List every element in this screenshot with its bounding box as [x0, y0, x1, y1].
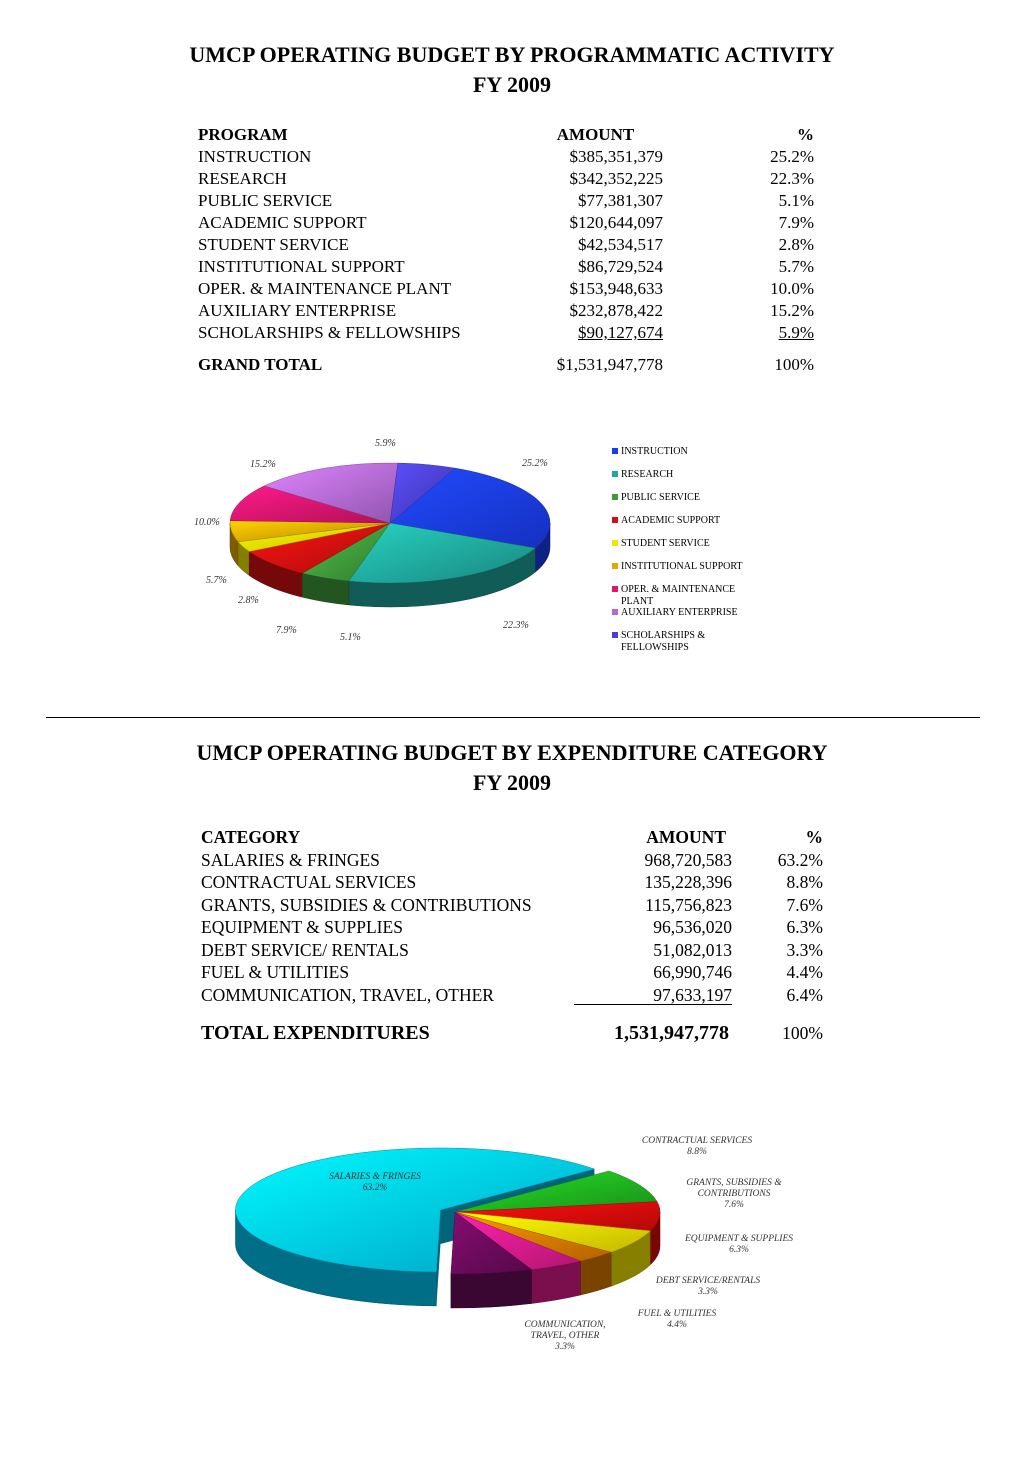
program-name: INSTRUCTION: [198, 147, 312, 166]
category-name: SALARIES & FRINGES: [201, 849, 380, 870]
pie-slice-label: [669, 1234, 809, 1256]
slice-label-name: FUEL & UTILITIES: [637, 1309, 717, 1319]
pie-slice-label: [495, 1320, 635, 1353]
category-name: DEBT SERVICE/ RENTALS: [201, 939, 409, 960]
slice-label-name: EQUIPMENT & SUPPLIES: [684, 1234, 793, 1244]
header-program: PROGRAM: [198, 125, 288, 144]
program-pct: 5.7%: [778, 257, 814, 276]
category-pct: 4.4%: [786, 962, 823, 982]
total-expenditures-label: TOTAL EXPENDITURES: [201, 1022, 430, 1044]
category-name: CONTRACTUAL SERVICES: [201, 872, 417, 892]
category-pct: 6.4%: [786, 984, 823, 1005]
pie-slice-side: [451, 1270, 532, 1308]
category-amount: 51,082,013: [653, 939, 732, 960]
legend-label: STUDENT SERVICE: [621, 538, 710, 549]
program-name: INSTITUTIONAL SUPPORT: [198, 257, 405, 276]
total-expenditures-pct: 100%: [782, 1023, 823, 1043]
header-category: CATEGORY: [201, 827, 301, 847]
category-pct: 8.8%: [786, 872, 823, 892]
program-amount: $90,127,674: [578, 323, 663, 342]
slice-label-pct: 8.8%: [687, 1147, 707, 1157]
section2-title: UMCP OPERATING BUDGET BY EXPENDITURE CATEGORY: [196, 740, 828, 765]
category-name: COMMUNICATION, TRAVEL, OTHER: [201, 984, 494, 1005]
slice-label-name: COMMUNICATION, TRAVEL, OTHER: [524, 1320, 606, 1341]
category-amount: 135,228,396: [644, 872, 732, 892]
pie-pct-label: 5.1%: [340, 632, 361, 643]
legend-label: SCHOLARSHIPS & FELLOWSHIPS: [621, 630, 706, 653]
program-name: STUDENT SERVICE: [198, 235, 349, 254]
category-amount: 968,720,583: [644, 849, 732, 870]
pie-pct-label: 25.2%: [522, 458, 548, 469]
pie-pct-label: 5.7%: [206, 575, 227, 586]
pie-slice-label: [627, 1136, 767, 1158]
slice-label-pct: 3.3%: [698, 1287, 718, 1297]
grand-total-amount: $1,531,947,778: [556, 355, 663, 374]
program-name: ACADEMIC SUPPORT: [198, 213, 367, 232]
legend-label: OPER. & MAINTENANCE PLANT: [621, 584, 736, 607]
program-pct: 5.1%: [778, 191, 814, 210]
pie-slice-label: [305, 1172, 445, 1194]
pie-slice-label: [638, 1276, 778, 1298]
category-amount: 66,990,746: [653, 962, 732, 982]
legend-label: ACADEMIC SUPPORT: [621, 515, 721, 526]
grand-total-pct: 100%: [774, 355, 814, 374]
program-pct: 7.9%: [778, 213, 814, 232]
program-name: PUBLIC SERVICE: [198, 191, 333, 210]
category-pct: 63.2%: [777, 849, 823, 870]
legend-label: RESEARCH: [621, 469, 674, 480]
slice-label-pct: 63.2%: [362, 1183, 388, 1193]
pie-pct-label: 5.9%: [375, 438, 396, 449]
slice-label-name: CONTRACTUAL SERVICES: [641, 1136, 753, 1146]
category-amount: 97,633,197: [653, 984, 732, 1005]
program-name: AUXILIARY ENTERPRISE: [198, 301, 397, 320]
program-pct: 5.9%: [778, 323, 814, 342]
category-name: GRANTS, SUBSIDIES & CONTRIBUTIONS: [201, 894, 532, 915]
program-pct: 10.0%: [770, 279, 814, 298]
slice-label-pct: 3.3%: [555, 1342, 575, 1352]
program-amount: $77,381,307: [578, 191, 663, 210]
legend-label: INSTRUCTION: [621, 446, 688, 457]
category-pct: 3.3%: [786, 939, 823, 960]
program-pct: 15.2%: [770, 301, 814, 320]
pie-pct-label: 22.3%: [503, 620, 529, 631]
program-name: SCHOLARSHIPS & FELLOWSHIPS: [198, 323, 461, 342]
slice-label-name: GRANTS, SUBSIDIES & CONTRIBUTIONS: [686, 1178, 782, 1199]
total-expenditures-amount: 1,531,947,778: [614, 1022, 729, 1044]
program-amount: $153,948,633: [569, 279, 663, 298]
header-amount: AMOUNT: [556, 125, 635, 144]
program-pct: 22.3%: [770, 169, 814, 188]
program-amount: $86,729,524: [578, 257, 663, 276]
slice-label-pct: 6.3%: [729, 1245, 749, 1255]
category-name: FUEL & UTILITIES: [201, 962, 350, 982]
category-pct: 7.6%: [786, 894, 823, 915]
legend-label: INSTITUTIONAL SUPPORT: [621, 561, 743, 572]
category-amount: 115,756,823: [645, 894, 732, 915]
pie-pct-label: 10.0%: [194, 517, 220, 528]
program-name: OPER. & MAINTENANCE PLANT: [198, 279, 452, 298]
pie-pct-label: 2.8%: [238, 595, 259, 606]
program-amount: $385,351,379: [569, 147, 663, 166]
legend-label: PUBLIC SERVICE: [621, 492, 700, 503]
program-name: RESEARCH: [198, 169, 287, 188]
slice-label-pct: 7.6%: [724, 1200, 744, 1210]
program-amount: $342,352,225: [569, 169, 663, 188]
pie-pct-label: 7.9%: [276, 625, 297, 636]
category-name: EQUIPMENT & SUPPLIES: [201, 917, 403, 937]
program-amount: $232,878,422: [569, 301, 663, 320]
program-pct: 2.8%: [778, 235, 814, 254]
legend-label: AUXILIARY ENTERPRISE: [621, 607, 738, 618]
slice-label-name: SALARIES & FRINGES: [329, 1172, 421, 1182]
slice-label-pct: 4.4%: [667, 1320, 687, 1330]
grand-total-label: GRAND TOTAL: [198, 355, 323, 374]
section1-title: UMCP OPERATING BUDGET BY PROGRAMMATIC ACTIVITY: [189, 42, 835, 67]
header-pct: %: [797, 125, 814, 144]
section2-subtitle: FY 2009: [472, 770, 551, 795]
pie-slice-label: [664, 1178, 804, 1211]
category-amount: 96,536,020: [653, 917, 732, 937]
category-pct: 6.3%: [786, 917, 823, 937]
section1-subtitle: FY 2009: [472, 72, 551, 97]
program-amount: $42,534,517: [578, 235, 663, 254]
slice-label-name: DEBT SERVICE/RENTALS: [655, 1276, 761, 1286]
header-pct: %: [805, 827, 823, 847]
program-pct: 25.2%: [770, 147, 814, 166]
program-amount: $120,644,097: [569, 213, 663, 232]
pie-pct-label: 15.2%: [250, 459, 276, 470]
header-amount: AMOUNT: [646, 827, 726, 847]
